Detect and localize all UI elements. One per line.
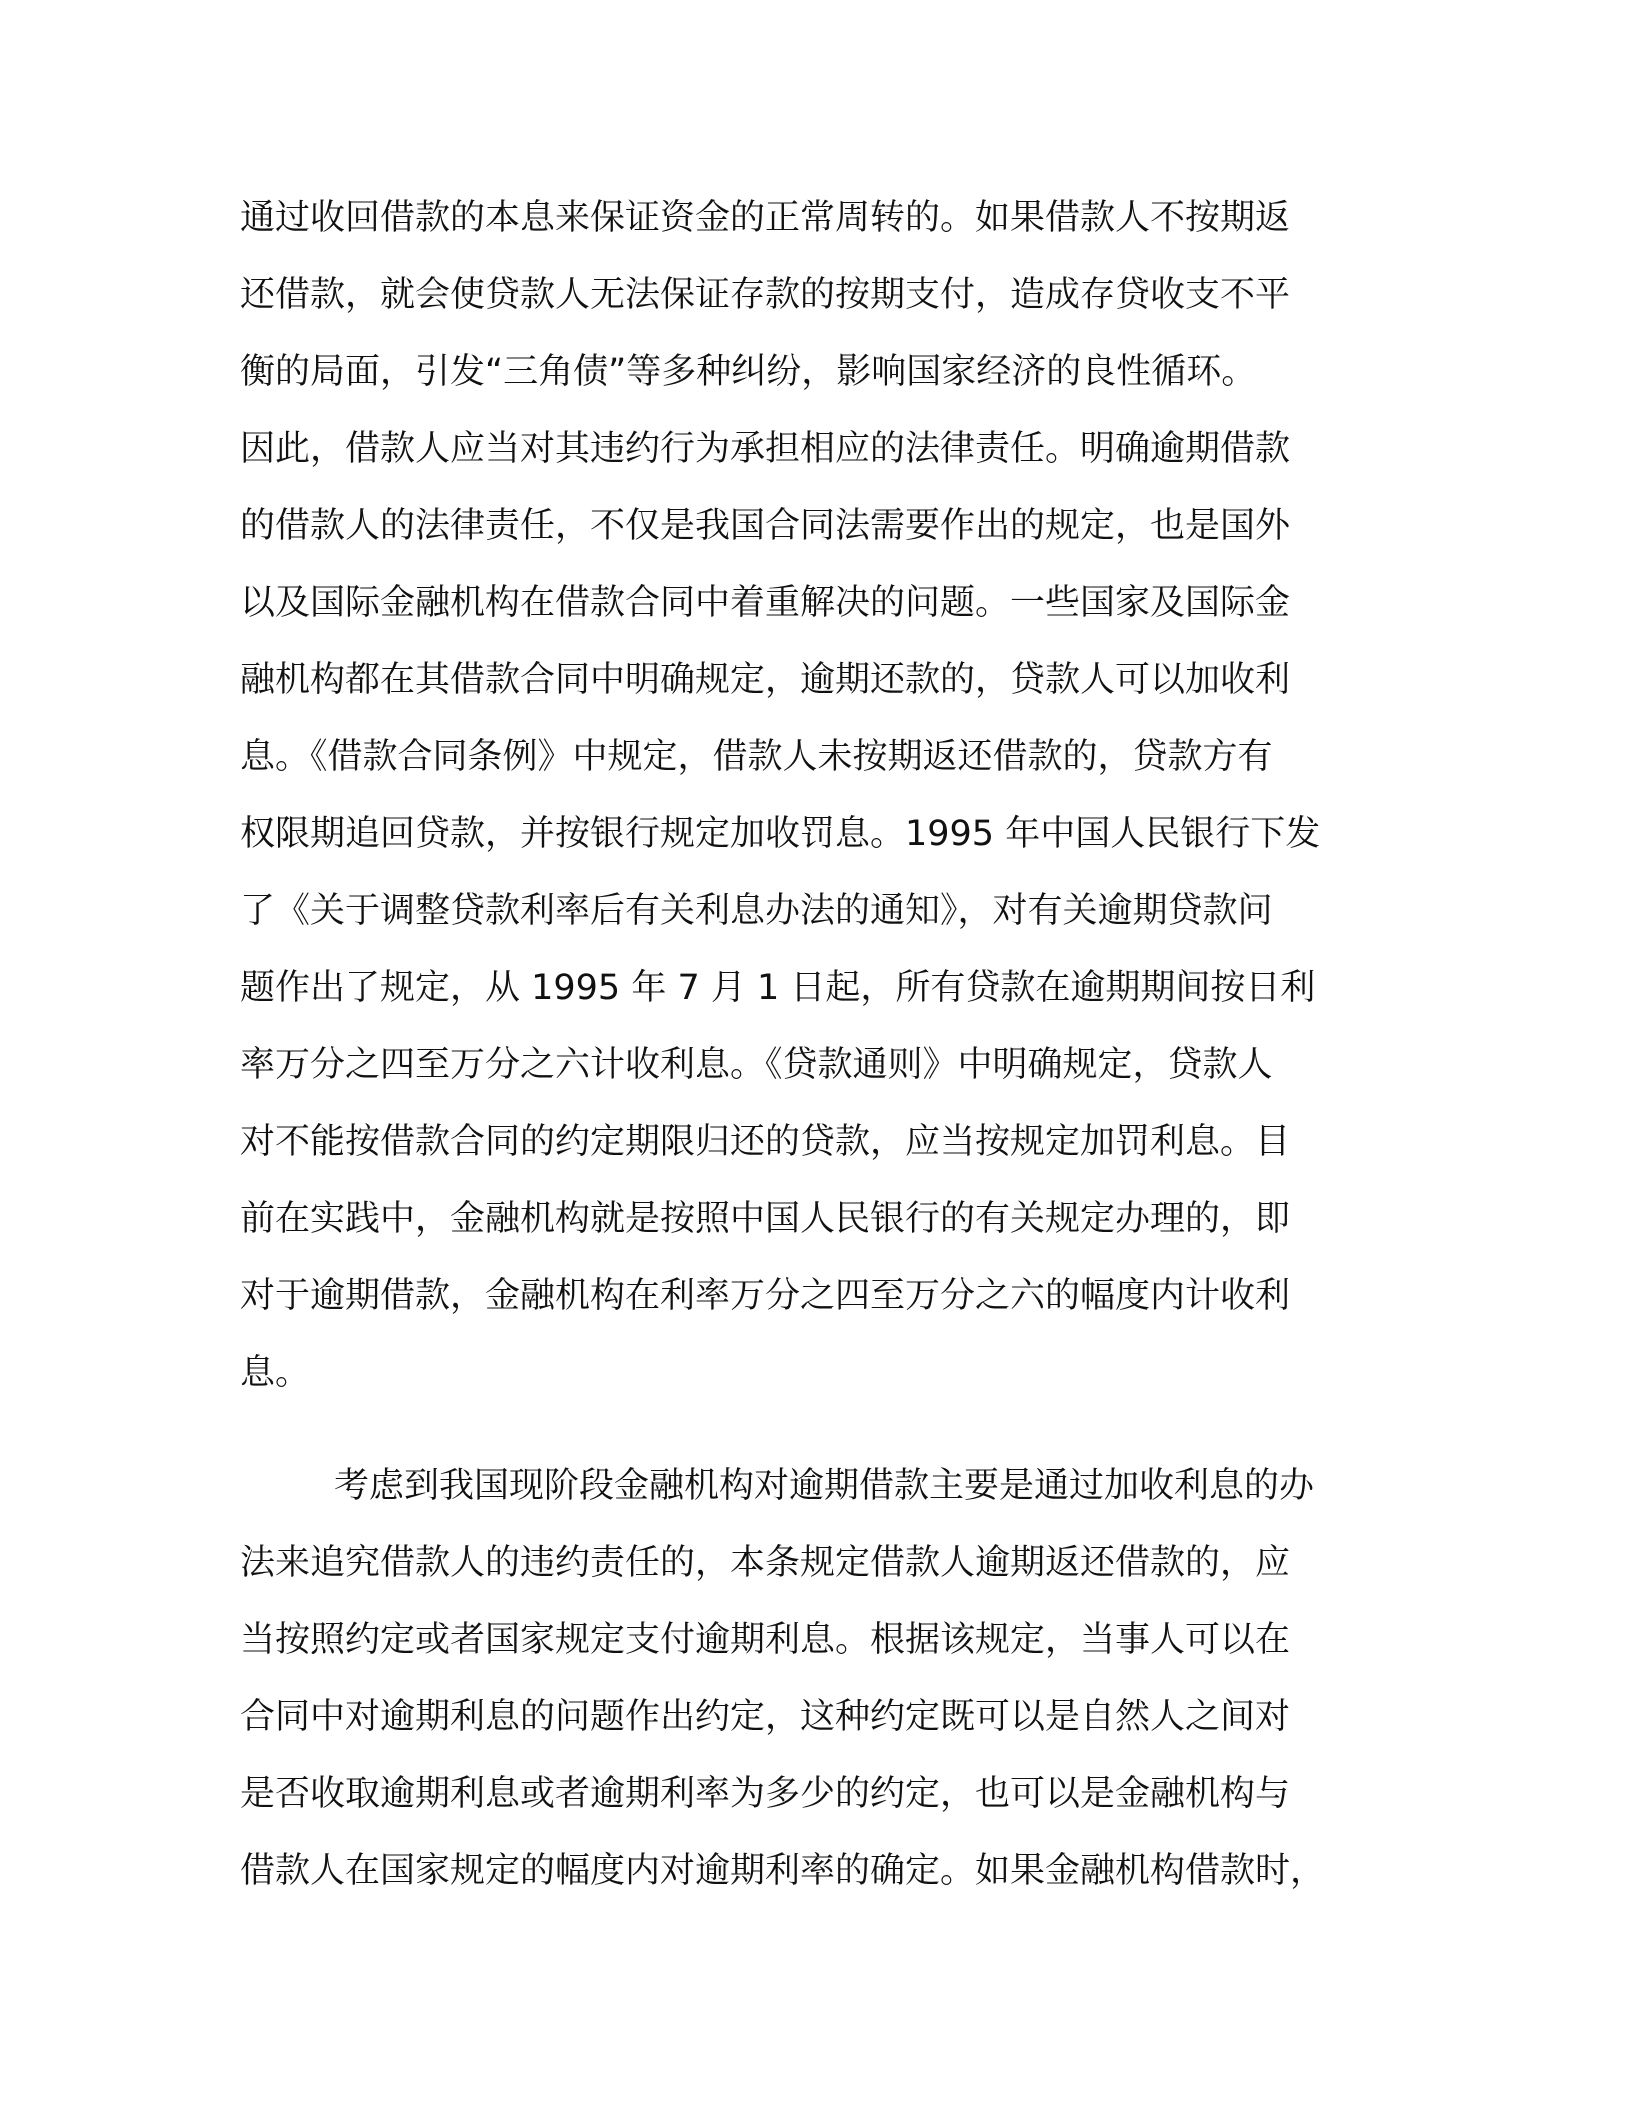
- text-line: 前在实践中，金融机构就是按照中国人民银行的有关规定办理的，即: [240, 1199, 1291, 1239]
- text-line: 衡的局面，引发“三角债”等多种纠纷，影响国家经济的良性循环。: [240, 352, 1257, 392]
- text-line: 率万分之四至万分之六计收利息。《贷款通则》中明确规定，贷款人: [240, 1045, 1273, 1085]
- text-line: 了《关于调整贷款利率后有关利息办法的通知》，对有关逾期贷款问: [240, 891, 1273, 931]
- text-line: 是否收取逾期利息或者逾期利率为多少的约定，也可以是金融机构与: [240, 1774, 1291, 1814]
- text-line: 息。《借款合同条例》中规定，借款人未按期返还借款的，贷款方有: [240, 737, 1273, 777]
- text-line: 息。: [240, 1353, 311, 1393]
- text-line: 融机构都在其借款合同中明确规定，逾期还款的，贷款人可以加收利: [240, 660, 1291, 700]
- text-line: 的借款人的法律责任，不仅是我国合同法需要作出的规定，也是国外: [240, 506, 1291, 546]
- text-line: 通过收回借款的本息来保证资金的正常周转的。如果借款人不按期返: [240, 198, 1291, 238]
- text-line: 合同中对逾期利息的问题作出约定，这种约定既可以是自然人之间对: [240, 1697, 1291, 1737]
- text-line: 还借款，就会使贷款人无法保证存款的按期支付，造成存贷收支不平: [240, 275, 1291, 315]
- text-line: 因此，借款人应当对其违约行为承担相应的法律责任。明确逾期借款: [240, 429, 1291, 469]
- text-line: 权限期追回贷款，并按银行规定加收罚息。1995 年中国人民银行下发: [240, 814, 1321, 854]
- text-line: 借款人在国家规定的幅度内对逾期利率的确定。如果金融机构借款时，: [240, 1851, 1326, 1891]
- text-line: 对于逾期借款，金融机构在利率万分之四至万分之六的幅度内计收利: [240, 1276, 1291, 1316]
- text-line: 题作出了规定，从 1995 年 7 月 1 日起，所有贷款在逾期期间按日利: [240, 968, 1316, 1008]
- text-line: 对不能按借款合同的约定期限归还的贷款，应当按规定加罚利息。目: [240, 1122, 1291, 1162]
- text-line: 当按照约定或者国家规定支付逾期利息。根据该规定，当事人可以在: [240, 1620, 1291, 1660]
- text-line: 法来追究借款人的违约责任的，本条规定借款人逾期返还借款的，应: [240, 1543, 1291, 1583]
- text-line-first: 考虑到我国现阶段金融机构对逾期借款主要是通过加收利息的办: [334, 1466, 1315, 1506]
- text-line: 以及国际金融机构在借款合同中着重解决的问题。一些国家及国际金: [240, 583, 1291, 623]
- paragraph-2: [240, 1448, 1380, 1910]
- paragraph-1: [240, 180, 1380, 1412]
